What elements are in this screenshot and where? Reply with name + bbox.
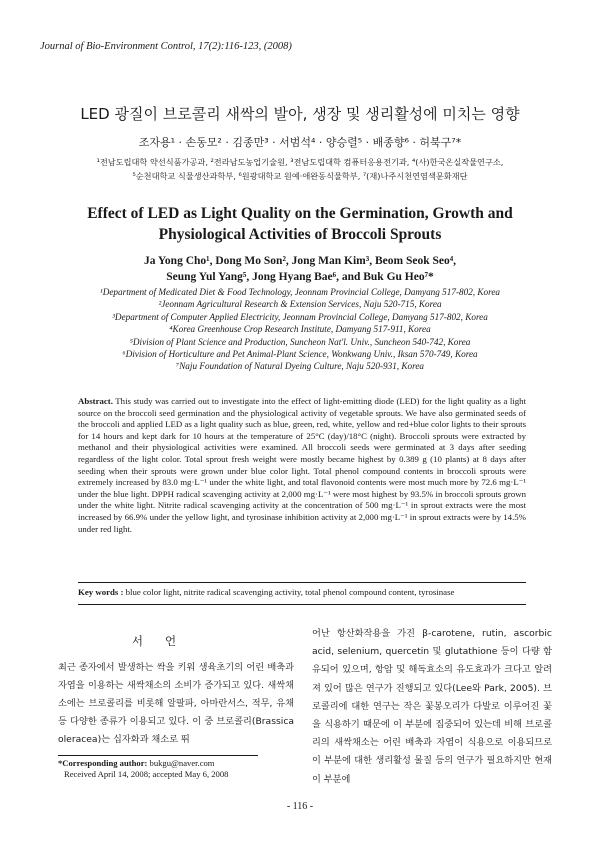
english-title-line: Physiological Activities of Broccoli Sprouts bbox=[158, 226, 442, 243]
english-affiliation-line: ⁴Korea Greenhouse Crop Research Institute, Damyang 517-911, Korea bbox=[169, 324, 431, 335]
section-heading-introduction: 서언 bbox=[131, 634, 199, 648]
english-author-line: Seung Yul Yang⁵, Jong Hyang Bae⁶, and Buk Gu Heo⁷* bbox=[166, 271, 434, 283]
korean-authors: 조자용¹ · 손동모² · 김종만³ · 서범석⁴ · 양승렬⁵ · 배종향⁶ · 허북구⁷* bbox=[138, 136, 462, 149]
page-number: - 116 - bbox=[286, 801, 314, 812]
keywords-bottom-rule bbox=[78, 604, 526, 605]
english-affiliations bbox=[40, 286, 560, 373]
english-affiliation-line: ¹Department of Medicated Diet & Food Technology, Jeonnam Provincial College, Damyang 517-802, Korea bbox=[99, 287, 501, 297]
english-affiliation-line: ³Department of Computer Applied Electricity, Jeonnam Provincial College, Damyang 517-802, Korea bbox=[112, 311, 488, 322]
abstract bbox=[78, 396, 526, 535]
keywords-top-rule bbox=[78, 582, 526, 583]
english-affiliation-line: ²Jeonnam Agricultural Research & Extension Services, Naju 520-715, Korea bbox=[158, 299, 442, 310]
english-affiliation-line: ⁷Naju Foundation of Natural Dyeing Culture, Naju 520-931, Korea bbox=[175, 361, 425, 372]
keywords-text: blue color light, nitrite radical scavenging activity, total phenol compound content, tyrosinase bbox=[125, 587, 455, 597]
journal-citation: Journal of Bio-Environment Control, 17(2):116-123, (2008) bbox=[40, 41, 292, 52]
footnote-email: bukgu@naver.com bbox=[149, 758, 215, 768]
korean-affiliation-line: ⁵순천대학교 식물생산과학부, ⁶원광대학교 원예·애완동식물학부, ⁷(재)나주시천연염색문화재단 bbox=[132, 171, 468, 181]
english-affiliation-line: ⁵Division of Plant Science and Production, Suncheon Nat'l. Univ., Suncheon 540-742, Korea bbox=[129, 336, 471, 347]
korean-title: LED 광질이 브로콜리 새싹의 발아, 생장 및 생리활성에 미치는 영향 bbox=[80, 105, 520, 123]
english-author-line: Ja Yong Cho¹, Dong Mo Son², Jong Man Kim³, Beom Seok Seo⁴, bbox=[143, 255, 457, 267]
footnote bbox=[58, 758, 298, 780]
keywords-label: Key words : bbox=[78, 587, 124, 597]
body-left-column: 최근 종자에서 발생하는 싹을 키워 생육초기의 어린 배축과 자엽을 이용하는 새싹채소의 소비가 증가되고 있다. 새싹채소에는 브로콜리를 비롯해 알팔파, 아마란서스, 적무, 유채 등 다양한 종류가 이용되고 있다. 이 중 브로콜리(Brassica oleracea)는 십자화과 채소로 뛰 bbox=[58, 662, 294, 745]
english-title-line: Effect of LED as Light Quality on the Germination, Growth and bbox=[87, 205, 513, 222]
abstract-label: Abstract. bbox=[78, 396, 113, 406]
footnote-rule bbox=[58, 755, 258, 756]
footnote-received: Received April 14, 2008; accepted May 6, 2008 bbox=[64, 769, 229, 779]
korean-affiliations bbox=[40, 155, 560, 183]
english-affiliation-line: ⁶Division of Horticulture and Pet Animal-Plant Science, Wonkwang Univ., Iksan 570-749, Korea bbox=[122, 349, 478, 360]
footnote-label: *Corresponding author: bbox=[58, 758, 148, 768]
body-right-column: 어난 항산화작용을 가진 β-carotene, rutin, ascorbic acid, selenium, quercetin 및 glutathione 등이 다량 함유되어 있으며, 항암 및 해독효소의 유도효과가 크다고 알려져 있어 많은 연구가 진행되고 있다(Lee와 Park, 2005). 브로콜리에 대한 연구는 작은 꽃봉오리가 다발로 이루어진 꽃을 식용하기 때문에 이 부분에 집중되어 있는데 비해 브로콜리의 새싹채소는 어린 배축과 자엽이 식용으로 이용되므로 이 부분에 대한 생리활성 물질 등의 연구가 필요하지만 현재 이 부분에 bbox=[312, 628, 552, 785]
abstract-text: This study was carried out to investigate into the effect of light-emitting diode (LED) for the light quality as a light source on the broccoli seed germination and the physiological activity of vegetable sprouts. We have also germinated seeds of the broccoli and applied LED as a light quality such as blue, green, red, white, yellow and red+blue color lights to their sprouts for 14 hours and kept dark for 10 hours at the temperature of 25°C (day)/18°C (night). Broccoli sprouts were extracted by methanol and their physiological activities were examined. All broccoli seeds were germinated at 3 days after seeding regardless of the light color. Total sprout fresh weight were mostly became highest by 0.389 g (10 plants) at 8 days after seeding when their sprouts were grown under blue color light. Total phenol compound contents in broccoli sprouts were extremely increased by 83.0 mg·L⁻¹ under the white light, and total flavonoid contents were most much more by 72.6 mg·L⁻¹ under the blue light. DPPH radical scavenging activity at 2,000 mg·L⁻¹ were most highest by 93.5% in broccoli sprouts grown under the white light. Nitrite radical scavenging activity at the concentration of 500 mg·L⁻¹ in sprout extracts were the most increased by 66.9% under the yellow light, and tyrosinase inhibition activity at 2,000 mg·L⁻¹ in sprout extracts were by 14.5% under red light. bbox=[78, 396, 526, 534]
english-authors bbox=[40, 253, 560, 285]
english-title bbox=[40, 203, 560, 245]
korean-affiliation-line: ¹전남도립대학 약선식품가공과, ²전라남도농업기술원, ³전남도립대학 컴퓨터응용전기과, ⁴(사)한국온실작물연구소, bbox=[96, 157, 504, 167]
keywords bbox=[78, 586, 526, 598]
